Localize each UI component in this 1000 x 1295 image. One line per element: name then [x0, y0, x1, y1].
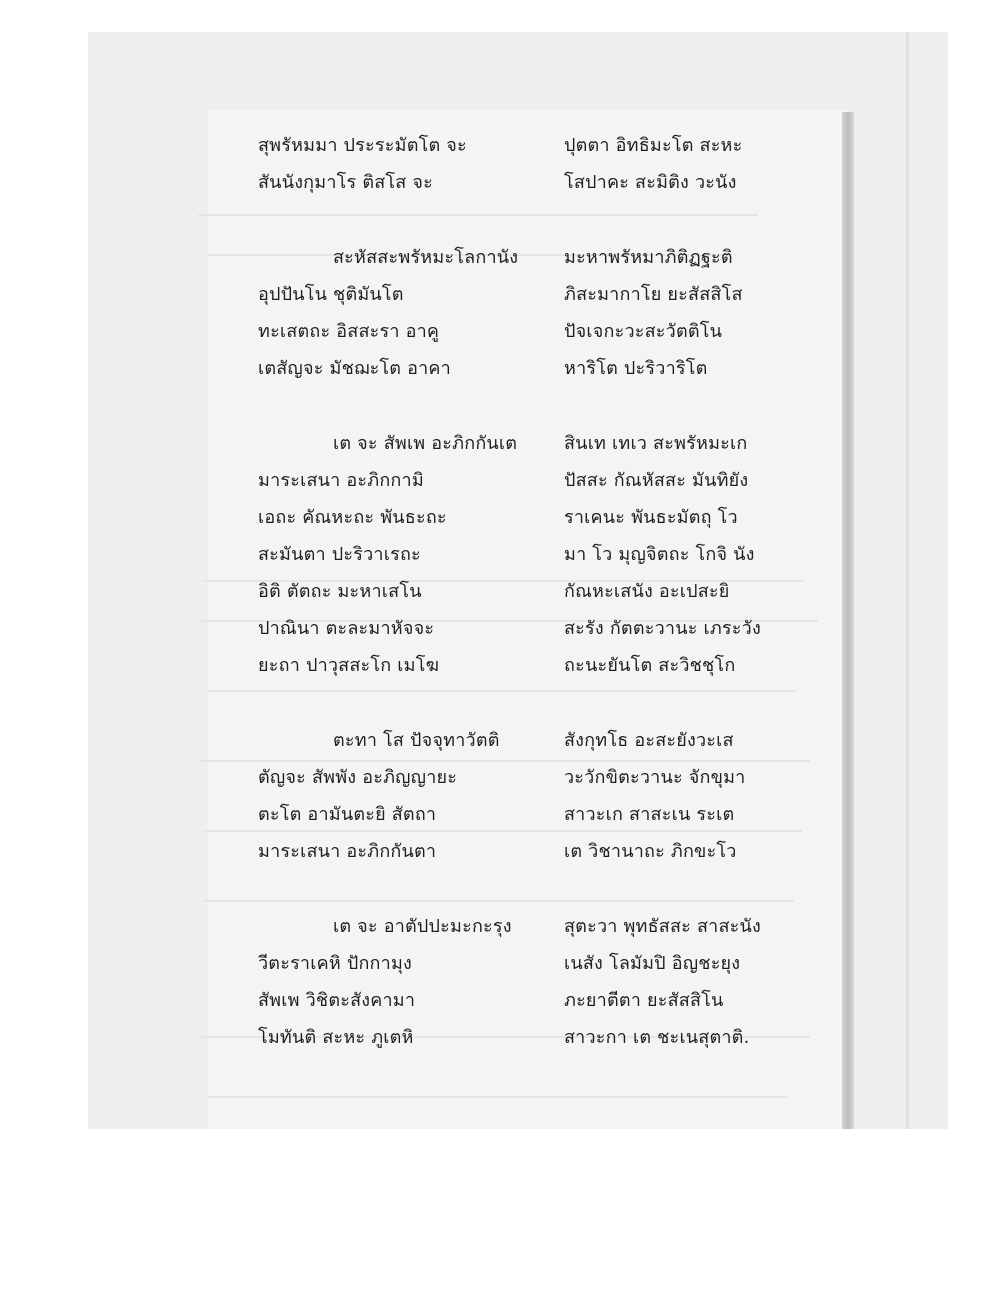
verse-line-right: กัณหะเสนัง อะเปสะยิ	[564, 581, 730, 602]
verse-line-left: เต จะ อาตัปปะมะกะรุง	[333, 916, 512, 937]
verse-line-left: โมทันติ สะหะ ภูเตหิ	[258, 1027, 414, 1048]
verse-line-left: สุพรัหมมา ประระมัตโต จะ	[258, 135, 467, 156]
verse-line-right: เนสัง โลมัมปิ อิญชะยุง	[564, 953, 741, 974]
verse-line-left: สะมันตา ปะริวาเรถะ	[258, 544, 421, 565]
verse-line-left: วีตะราเคหิ ปักกามุง	[258, 953, 413, 974]
verse-line-left: มาระเสนา อะภิกกันตา	[258, 841, 437, 862]
verse-line-right: สาวะกา เต ชะเนสุตาติ.	[564, 1027, 750, 1048]
verse-line-right: ราเคนะ พันธะมัตถุ โว	[564, 507, 738, 528]
verse-line-left: ปาณินา ตะละมาหัจจะ	[258, 618, 435, 639]
verse-text	[88, 32, 948, 1129]
verse-line-right: ภะยาตีตา ยะสัสสิโน	[564, 990, 724, 1011]
verse-line-right: สินเท เทเว สะพรัหมะเก	[564, 433, 748, 454]
verse-line-left: ตัญจะ สัพพัง อะภิญญายะ	[258, 767, 458, 788]
verse-line-right: มะหาพรัหมาภิติฏฐะติ	[564, 247, 733, 268]
verse-line-left: ยะถา ปาวุสสะโก เมโฆ	[258, 655, 440, 676]
verse-line-right: ภิสะมากาโย ยะสัสสิโส	[564, 284, 743, 305]
verse-line-right: สุตะวา พุทธัสสะ สาสะนัง	[564, 916, 762, 937]
verse-line-right: โสปาคะ สะมิติง วะนัง	[564, 172, 737, 193]
verse-line-right: วะวักขิตะวานะ จักขุมา	[564, 767, 746, 788]
verse-line-right: ถะนะยันโต สะวิชชุโก	[564, 655, 736, 676]
verse-line-left: ตะโต อามันตะยิ สัตถา	[258, 804, 437, 825]
verse-line-left: ทะเสตถะ อิสสะรา อาคู	[258, 321, 440, 342]
verse-line-left: ตะทา โส ปัจจุทาวัตติ	[333, 730, 500, 751]
verse-line-right: สาวะเก สาสะเน ระเต	[564, 804, 735, 825]
verse-line-right: ปุตตา อิทธิมะโต สะหะ	[564, 135, 743, 156]
verse-line-right: สะรัง กัตตะวานะ เภระวัง	[564, 618, 761, 639]
verse-line-left: เอถะ คัณหะถะ พันธะถะ	[258, 507, 447, 528]
verse-line-left: สัพเพ วิชิตะสังคามา	[258, 990, 416, 1011]
verse-line-right: ปัจเจกะวะสะวัตติโน	[564, 321, 723, 342]
verse-line-left: สะหัสสะพรัหมะโลกานัง	[333, 247, 519, 268]
scanned-page	[88, 32, 948, 1129]
verse-line-left: อิติ ตัตถะ มะหาเสโน	[258, 581, 422, 602]
verse-line-left: อุปปันโน ชุติมันโต	[258, 284, 404, 305]
verse-line-right: สังกุทโธ อะสะยังวะเส	[564, 730, 734, 751]
verse-line-right: เต วิชานาถะ ภิกขะโว	[564, 841, 737, 862]
verse-line-right: หาริโต ปะริวาริโต	[564, 358, 708, 379]
verse-line-right: ปัสสะ กัณหัสสะ มันทิยัง	[564, 470, 749, 491]
verse-line-left: เตสัญจะ มัชฌะโต อาคา	[258, 358, 451, 379]
verse-line-left: มาระเสนา อะภิกกามิ	[258, 470, 424, 491]
verse-line-left: เต จะ สัพเพ อะภิกกันเต	[333, 433, 518, 454]
verse-line-left: สันนังกุมาโร ติสโส จะ	[258, 172, 433, 193]
verse-line-right: มา โว มุญจิตถะ โกจิ นัง	[564, 544, 755, 565]
